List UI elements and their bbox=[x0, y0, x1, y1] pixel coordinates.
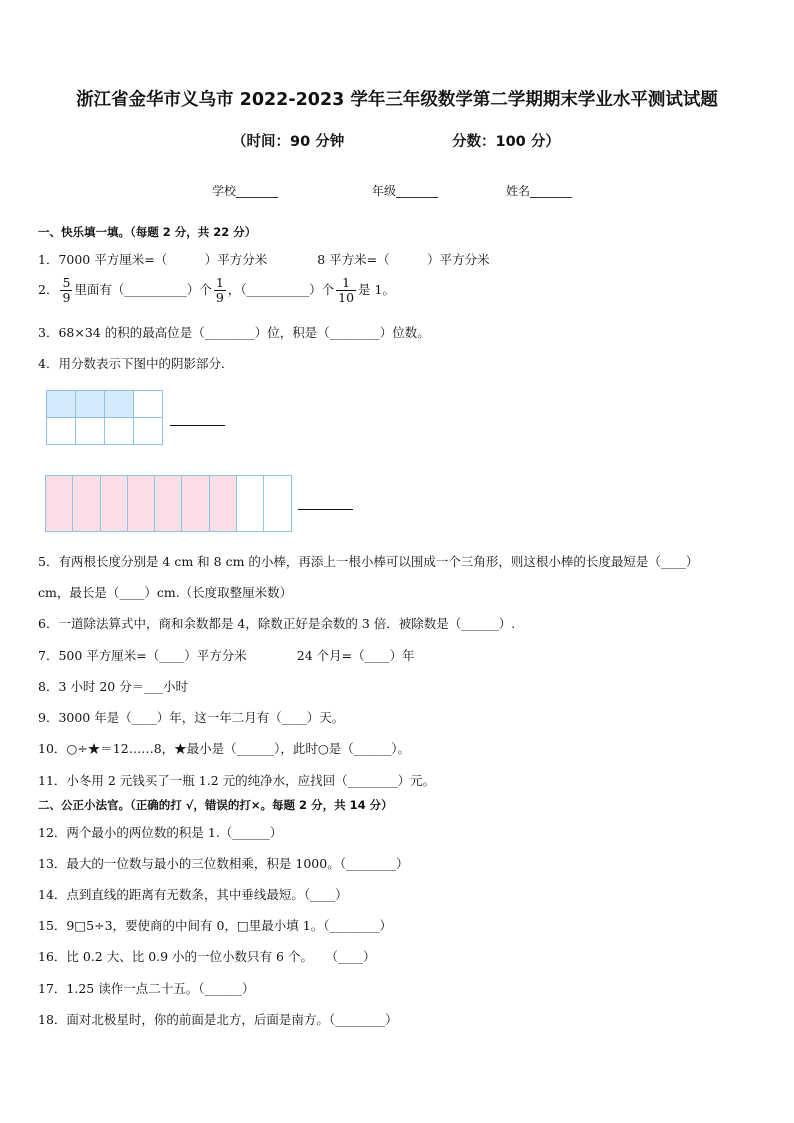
question-13: 13．最大的一位数与最小的三位数相乘，积是 1000。（________） bbox=[38, 856, 409, 871]
question-15: 15．9□5÷3，要使商的中间有 0，□里最小填 1。（________） bbox=[38, 918, 392, 933]
fraction-5-9 bbox=[60, 276, 72, 305]
frac3-numerator: 1 bbox=[336, 276, 356, 291]
q2-mid2: ，（__________）个 bbox=[227, 282, 335, 297]
frac2-denominator: 9 bbox=[215, 290, 224, 305]
question-6: 6．一道除法算式中，商和余数都是 4，除数正好是余数的 3 倍．被除数是（______）. bbox=[38, 616, 516, 631]
shaded-cell bbox=[128, 476, 155, 532]
blank-cell bbox=[105, 418, 134, 445]
grade-field: 年级_______ bbox=[372, 184, 439, 198]
fraction-strip-2 bbox=[45, 475, 292, 532]
answer-line-2 bbox=[298, 509, 353, 510]
q2-prefix: 2． bbox=[38, 282, 59, 297]
shaded-cell bbox=[73, 476, 100, 532]
shaded-cell bbox=[76, 391, 105, 418]
blank-cell bbox=[134, 418, 163, 445]
shaded-cell bbox=[101, 476, 128, 532]
blank-cell bbox=[134, 391, 163, 418]
section1-title: 一、快乐填一填。（每题 2 分，共 22 分） bbox=[38, 225, 257, 239]
shaded-cell bbox=[182, 476, 209, 532]
question-7: 7．500 平方厘米=（____）平方分米 24 个月=（____）年 bbox=[38, 648, 415, 663]
question-14: 14．点到直线的距离有无数条，其中垂线最短。（____） bbox=[38, 887, 348, 902]
question-1: 1．7000 平方厘米=（ ）平方分米 8 平方米=（ ）平方分米 bbox=[38, 252, 490, 267]
q2-suffix: 是 1。 bbox=[358, 282, 395, 297]
blank-cell bbox=[237, 476, 264, 532]
answer-line-1 bbox=[170, 425, 225, 426]
fraction-grid-1 bbox=[46, 390, 163, 445]
question-16: 16．比 0.2 大、比 0.9 小的一位小数只有 6 个。 （____） bbox=[38, 949, 376, 964]
fraction-1-9 bbox=[214, 276, 226, 305]
exam-score: 分数：100 分） bbox=[452, 134, 560, 150]
question-9: 9．3000 年是（____）年，这一年二月有（____）天。 bbox=[38, 710, 345, 725]
question-4: 4．用分数表示下图中的阴影部分． bbox=[38, 356, 234, 371]
question-11: 11．小冬用 2 元钱买了一瓶 1.2 元的纯净水，应找回（________）元。 bbox=[38, 773, 436, 788]
shaded-cell bbox=[46, 476, 73, 532]
blank-cell bbox=[264, 476, 291, 532]
q2-mid1: 里面有（__________）个 bbox=[74, 282, 212, 297]
question-17: 17．1.25 读作一点二十五。（______） bbox=[38, 981, 255, 996]
question-8: 8．3 小时 20 分＝___小时 bbox=[38, 679, 188, 694]
frac1-numerator: 5 bbox=[62, 275, 71, 290]
name-field: 姓名_______ bbox=[506, 184, 573, 198]
question-10: 10．○÷★＝12……8，★最小是（______），此时○是（______）。 bbox=[38, 741, 411, 756]
question-2 bbox=[38, 276, 395, 305]
frac1-denominator: 9 bbox=[62, 290, 71, 305]
shaded-cell bbox=[210, 476, 237, 532]
shaded-cell bbox=[155, 476, 182, 532]
frac3-denominator: 10 bbox=[338, 290, 355, 305]
question-3: 3．68×34 的积的最高位是（________）位，积是（________）位数。 bbox=[38, 325, 430, 340]
frac2-numerator: 1 bbox=[215, 275, 224, 290]
section2-title: 二、公正小法官。（正确的打 √，错误的打×。每题 2 分，共 14 分） bbox=[38, 798, 393, 812]
blank-cell bbox=[47, 418, 76, 445]
school-field: 学校_______ bbox=[212, 184, 279, 198]
shaded-cell bbox=[105, 391, 134, 418]
question-5-line2: cm，最长是（____）cm.（长度取整厘米数） bbox=[38, 585, 293, 600]
blank-cell bbox=[76, 418, 105, 445]
page-title: 浙江省金华市义乌市 2022-2023 学年三年级数学第二学期期末学业水平测试试题 bbox=[76, 90, 718, 110]
question-18: 18．面对北极星时，你的前面是北方，后面是南方。（________） bbox=[38, 1012, 398, 1027]
question-5-line1: 5．有两根长度分别是 4 cm 和 8 cm 的小棒，再添上一根小棒可以围成一个三角形，则这根小棒的长度最短是（____） bbox=[38, 554, 699, 569]
exam-time: （时间：90 分钟 bbox=[232, 134, 345, 150]
question-12: 12．两个最小的两位数的积是 1.（______） bbox=[38, 825, 283, 840]
fraction-1-10 bbox=[336, 276, 356, 305]
shaded-cell bbox=[47, 391, 76, 418]
